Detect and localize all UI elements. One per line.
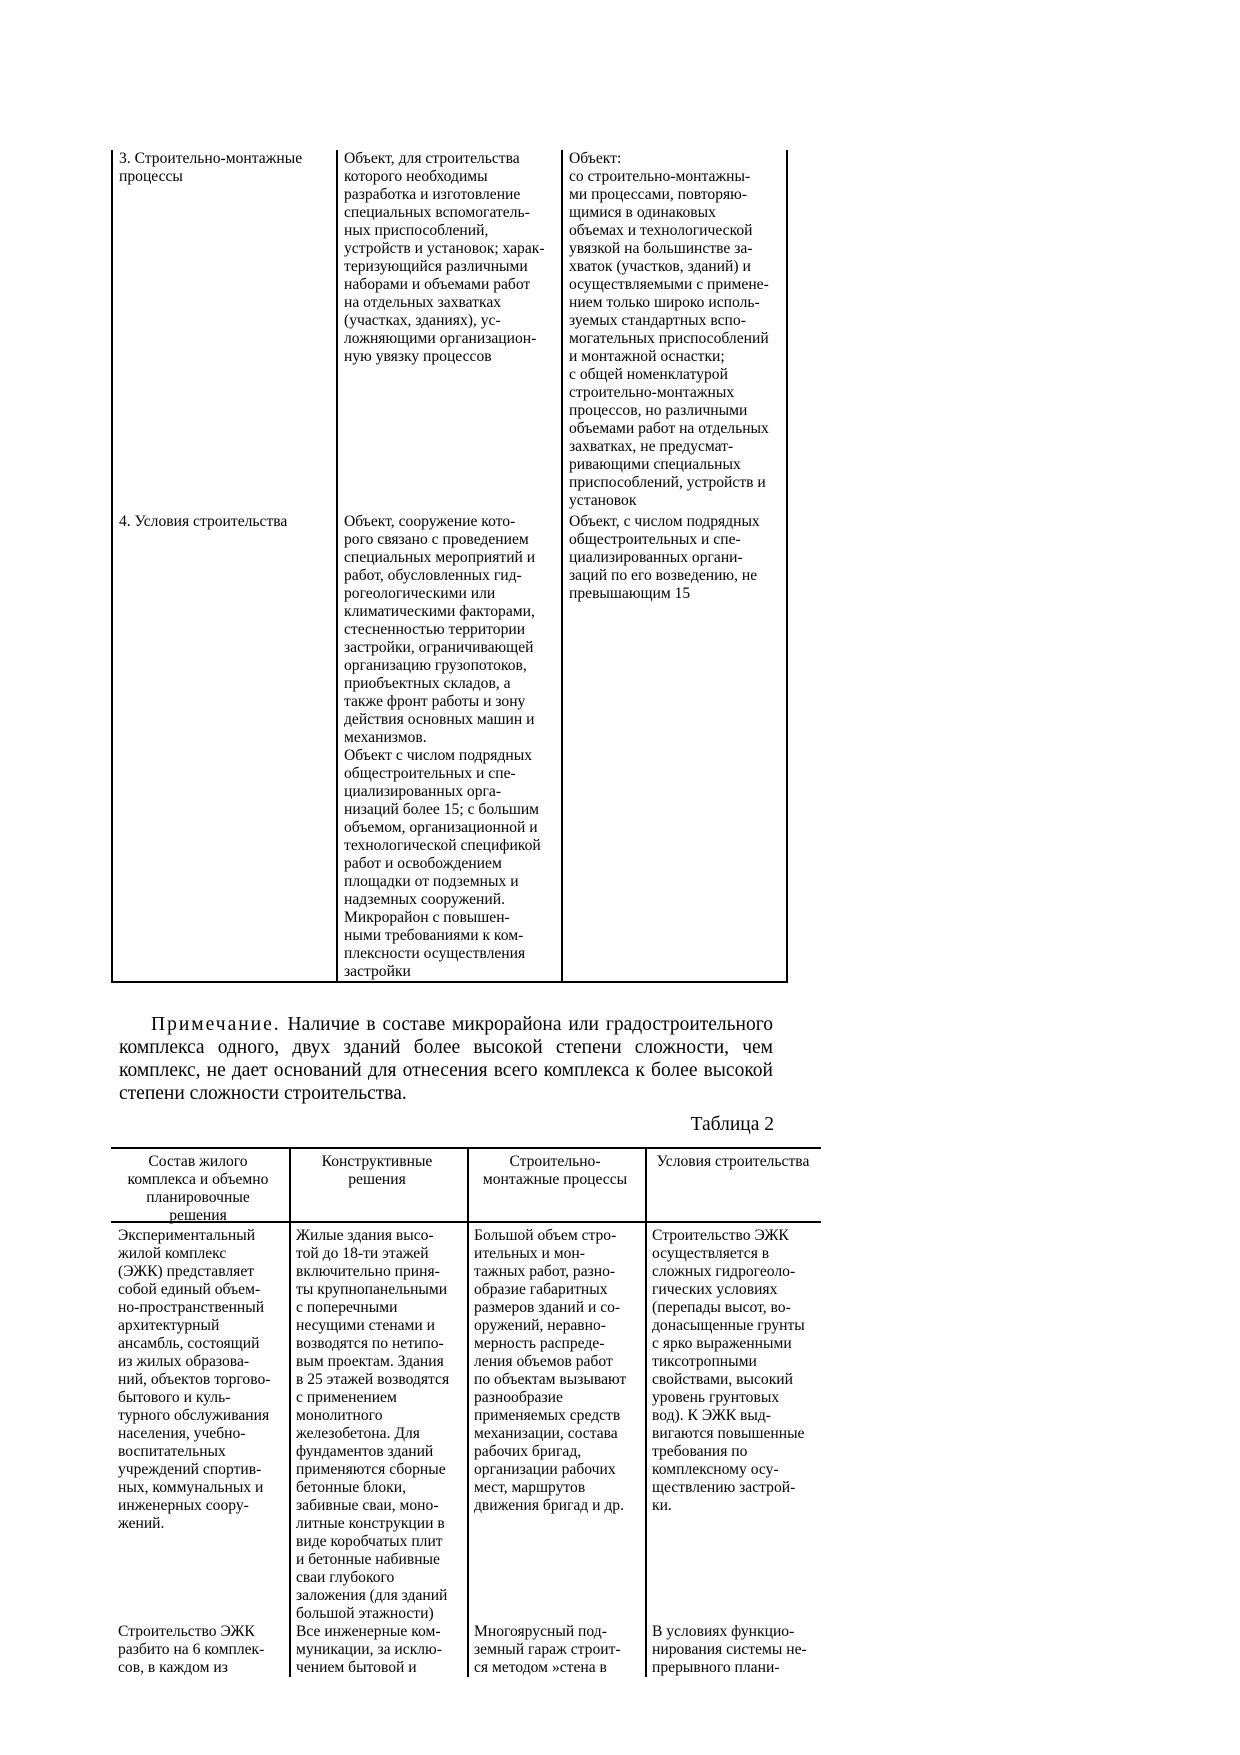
table2-top-border [111, 1147, 821, 1149]
table2-header-structure: Конструктивные решения [321, 1153, 433, 1188]
table2-divider-2 [467, 1147, 469, 1677]
note-text: Наличие в составе микрорайона или градостроительного комплекса одного, двух зданий более высокой степени сложности, чем комплекс, не дает оснований для отнесения всего комплекса к более высокой степени сложности строительства. [119, 1013, 773, 1104]
table1-row3-complex: Объект, для строительства которого необходимы разработка и изготовление специальных вспомогатель- ных приспособлений, устройств и установок; харак- теризующийся различными наборами и объемами работ на отдельных захватках (участках, зданиях), ус- ложняющими организацион- ную увязку процессов [344, 150, 545, 365]
table2-caption: Таблица 2 [690, 1114, 774, 1135]
table1-row3-factor: 3. Строительно-монтажные процессы [119, 150, 303, 185]
table2-row1-conditions: Строительство ЭЖК осуществляется в сложных гидрогеоло- гических условиях (перепады высот, во- донасыщенные грунты с ярко выраженными тиксотропными свойствами, высокий уровень грунтовых вод). К ЭЖК выд- вигаются повышенные требования по комплексному осу- ществлению застрой- ки. [652, 1227, 805, 1514]
note-paragraph [119, 1013, 773, 1105]
table1-row4-simple: Объект, с числом подрядных общестроительных и спе- циализированных органи- заций по его возведению, не превышающим 15 [569, 513, 760, 602]
table2-header-processes: Строительно- монтажные процессы [482, 1153, 628, 1188]
table2-row1-processes: Большой объем стро- ительных и мон- тажных работ, разно- образие габаритных размеров зданий и со- оружений, неравно- мерность распреде- ления объемов работ по объектам вызывают разнообразие применяемых средств механизации, состава рабочих бригад, организации рабочих мест, маршрутов движения бригад и др. [474, 1227, 627, 1514]
table2-row2-composition: Строительство ЭЖК разбито на 6 комплек- сов, в каждом из [118, 1623, 265, 1676]
table1-divider-2 [561, 150, 563, 982]
table2-divider-1 [289, 1147, 291, 1677]
table1-row3-simple: Объект: со строительно-монтажны- ми процессами, повторяю- щимися в одинаковых объемах и технологической увязкой на большинстве за- хваток (участков, зданий) и осуществляемыми с примене- нием только широко исполь- зуемых стандартных вспо- могательных приспособлений и монтажной оснастки; с общей номенклатурой строительно-монтажных процессов, но различными объемами работ на отдельных захватках, не предусмат- ривающими специальных приспособлений, устройств и установок [569, 150, 769, 509]
table1-divider-1 [336, 150, 338, 982]
table2-header-conditions: Условия строительства [656, 1153, 810, 1170]
table1-bottom-border [111, 981, 788, 983]
table2-row2-processes: Многоярусный под- земный гараж строит- ся методом »стена в [474, 1623, 621, 1676]
table1-row4-factor: 4. Условия строительства [119, 513, 288, 530]
table2-header-composition: Состав жилого комплекса и объемно планировочные решения [127, 1153, 269, 1224]
note-lead: Примечание. [151, 1013, 281, 1035]
table1-row4-complex: Объект, сооружение кото- рого связано с проведением специальных мероприятий и работ, обусловленных гид- рогеологическими или климатическими факторами, стесненностью территории застройки, ограничивающей организацию грузопотоков, приобъектных складов, а также фронт работы и зону действия основных машин и механизмов. Объект с числом подрядных общестроительных и спе- циализированных орга- низаций более 15; с большим объемом, организационной и технологической спецификой работ и освобождением площадки от подземных и надземных сооружений. Микрорайон с повышен- ными требованиями к ком- плексности осуществления застройки [344, 513, 541, 980]
table2-row2-conditions: В условиях функцио- нирования системы не- прерывного плани- [652, 1623, 807, 1676]
table2-row1-structure: Жилые здания высо- той до 18-ти этажей включительно приня- ты крупнопанельными с поперечными несущими стенами и возводятся по нетипо- вым проектам. Здания в 25 этажей возводятся с применением монолитного железобетона. Для фундаментов зданий применяются сборные бетонные блоки, забивные сваи, моно- литные конструкции в виде коробчатых плит и бетонные набивные сваи глубокого заложения (для зданий большой этажности) [296, 1227, 450, 1622]
table2-row1-composition: Экспериментальный жилой комплекс (ЭЖК) представляет собой единый объем- но-пространственный архитектурный ансамбль, состоящий из жилых образова- ний, объектов торгово- бытового и куль- турного обслуживания населения, учебно- воспитательных учреждений спортив- ных, коммунальных и инженерных соору- жений. [118, 1227, 271, 1532]
table2-divider-3 [645, 1147, 647, 1677]
table1-border-left [111, 150, 113, 982]
table2-row2-structure: Все инженерные ком- муникации, за исклю- чением бытовой и [296, 1623, 442, 1676]
table1-border-right [786, 150, 788, 982]
